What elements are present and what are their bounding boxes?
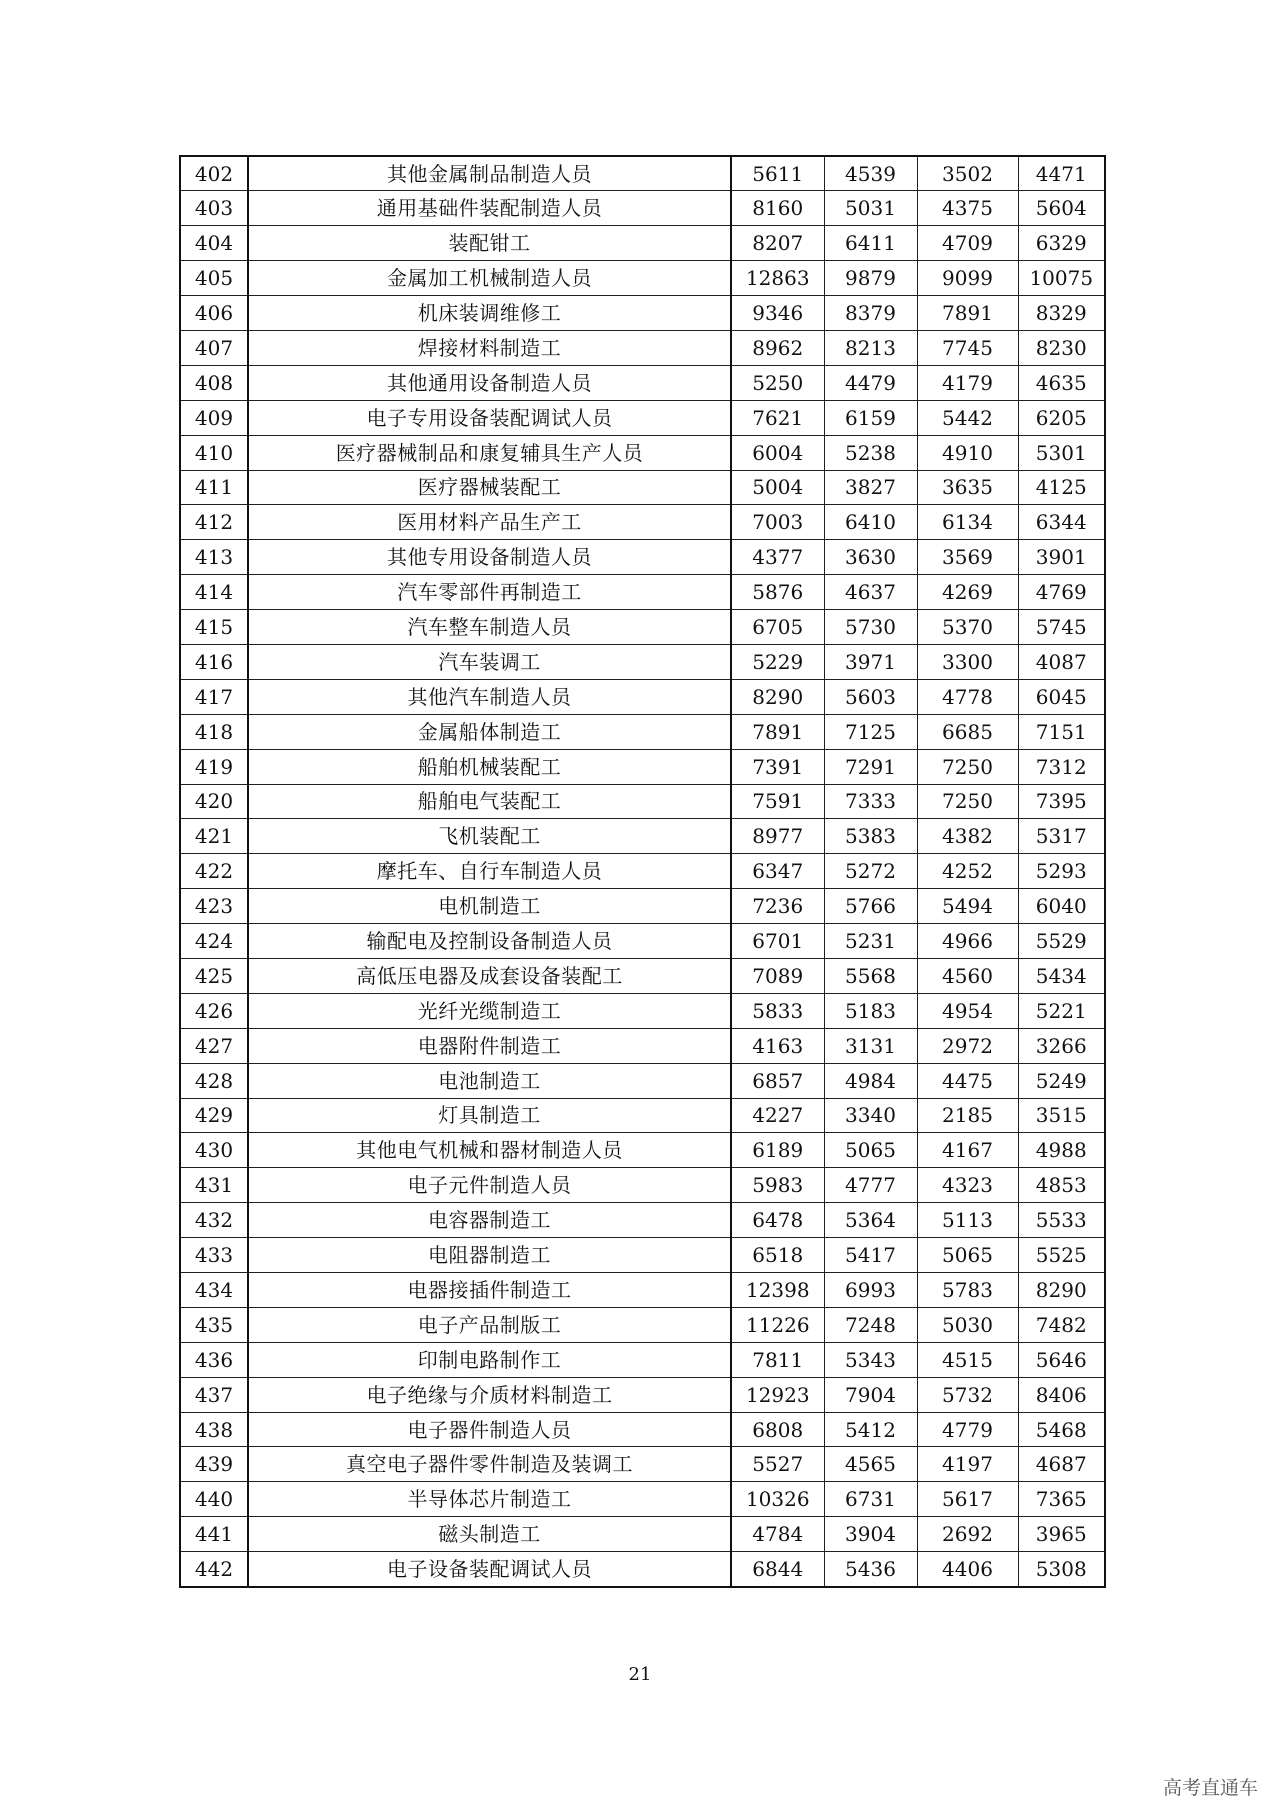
- value-cell-2: 3827: [824, 470, 917, 505]
- table-row: [180, 819, 1105, 854]
- value-cell-4: 4125: [1018, 470, 1105, 505]
- row-number-cell: 406: [180, 296, 248, 331]
- value-cell-2: 5065: [824, 1133, 917, 1168]
- occupation-name-cell: 汽车整车制造人员: [248, 610, 731, 645]
- value-cell-1: 8207: [731, 226, 824, 261]
- value-cell-3: 9099: [917, 261, 1018, 296]
- row-number-cell: 433: [180, 1238, 248, 1273]
- value-cell-3: 5442: [917, 400, 1018, 435]
- value-cell-3: 2972: [917, 1028, 1018, 1063]
- table-row: [180, 1203, 1105, 1238]
- value-cell-2: 8379: [824, 296, 917, 331]
- row-number-cell: 442: [180, 1552, 248, 1587]
- value-cell-2: 5730: [824, 610, 917, 645]
- row-number-cell: 411: [180, 470, 248, 505]
- value-cell-1: 11226: [731, 1307, 824, 1342]
- value-cell-1: 7003: [731, 505, 824, 540]
- row-number-cell: 439: [180, 1447, 248, 1482]
- value-cell-4: 8230: [1018, 330, 1105, 365]
- value-cell-4: 5249: [1018, 1063, 1105, 1098]
- value-cell-3: 4167: [917, 1133, 1018, 1168]
- row-number-cell: 428: [180, 1063, 248, 1098]
- value-cell-4: 5434: [1018, 958, 1105, 993]
- value-cell-1: 12863: [731, 261, 824, 296]
- value-cell-3: 6134: [917, 505, 1018, 540]
- value-cell-4: 3965: [1018, 1517, 1105, 1552]
- value-cell-2: 7248: [824, 1307, 917, 1342]
- value-cell-3: 4252: [917, 854, 1018, 889]
- occupation-name-cell: 金属船体制造工: [248, 714, 731, 749]
- table-body: [180, 156, 1105, 1587]
- value-cell-1: 4784: [731, 1517, 824, 1552]
- value-cell-1: 8160: [731, 191, 824, 226]
- occupation-name-cell: 磁头制造工: [248, 1517, 731, 1552]
- value-cell-4: 5604: [1018, 191, 1105, 226]
- row-number-cell: 441: [180, 1517, 248, 1552]
- value-cell-3: 4382: [917, 819, 1018, 854]
- table-row: [180, 1238, 1105, 1273]
- value-cell-3: 4954: [917, 993, 1018, 1028]
- value-cell-1: 12923: [731, 1377, 824, 1412]
- table-row: [180, 644, 1105, 679]
- table-row: [180, 1517, 1105, 1552]
- row-number-cell: 422: [180, 854, 248, 889]
- value-cell-2: 4777: [824, 1168, 917, 1203]
- value-cell-4: 4988: [1018, 1133, 1105, 1168]
- value-cell-3: 2692: [917, 1517, 1018, 1552]
- table-row: [180, 435, 1105, 470]
- table-row: [180, 714, 1105, 749]
- occupation-name-cell: 电子器件制造人员: [248, 1412, 731, 1447]
- value-cell-1: 5527: [731, 1447, 824, 1482]
- value-cell-4: 5529: [1018, 924, 1105, 959]
- value-cell-2: 6410: [824, 505, 917, 540]
- value-cell-3: 4910: [917, 435, 1018, 470]
- value-cell-4: 7482: [1018, 1307, 1105, 1342]
- value-cell-2: 6993: [824, 1273, 917, 1308]
- value-cell-1: 5229: [731, 644, 824, 679]
- value-cell-1: 6808: [731, 1412, 824, 1447]
- value-cell-1: 8977: [731, 819, 824, 854]
- value-cell-3: 4966: [917, 924, 1018, 959]
- value-cell-3: 4475: [917, 1063, 1018, 1098]
- value-cell-1: 5876: [731, 575, 824, 610]
- occupation-name-cell: 灯具制造工: [248, 1098, 731, 1133]
- table-row: [180, 470, 1105, 505]
- value-cell-4: 4769: [1018, 575, 1105, 610]
- occupation-name-cell: 电池制造工: [248, 1063, 731, 1098]
- table-row: [180, 1482, 1105, 1517]
- value-cell-4: 5308: [1018, 1552, 1105, 1587]
- occupation-name-cell: 其他专用设备制造人员: [248, 540, 731, 575]
- value-cell-1: 6189: [731, 1133, 824, 1168]
- page-number: 21: [628, 1664, 652, 1685]
- occupation-name-cell: 电容器制造工: [248, 1203, 731, 1238]
- value-cell-2: 5383: [824, 819, 917, 854]
- table-row: [180, 1377, 1105, 1412]
- value-cell-3: 7250: [917, 749, 1018, 784]
- occupation-name-cell: 医疗器械制品和康复辅具生产人员: [248, 435, 731, 470]
- value-cell-2: 6731: [824, 1482, 917, 1517]
- value-cell-2: 5568: [824, 958, 917, 993]
- value-cell-3: 6685: [917, 714, 1018, 749]
- table-row: [180, 1342, 1105, 1377]
- value-cell-2: 3340: [824, 1098, 917, 1133]
- value-cell-3: 3300: [917, 644, 1018, 679]
- row-number-cell: 431: [180, 1168, 248, 1203]
- value-cell-2: 7291: [824, 749, 917, 784]
- value-cell-4: 3266: [1018, 1028, 1105, 1063]
- value-cell-2: 4565: [824, 1447, 917, 1482]
- value-cell-1: 6857: [731, 1063, 824, 1098]
- value-cell-1: 8962: [731, 330, 824, 365]
- value-cell-1: 6701: [731, 924, 824, 959]
- value-cell-2: 7904: [824, 1377, 917, 1412]
- row-number-cell: 437: [180, 1377, 248, 1412]
- row-number-cell: 432: [180, 1203, 248, 1238]
- value-cell-3: 4779: [917, 1412, 1018, 1447]
- value-cell-3: 5065: [917, 1238, 1018, 1273]
- value-cell-4: 7312: [1018, 749, 1105, 784]
- value-cell-4: 5525: [1018, 1238, 1105, 1273]
- occupation-name-cell: 光纤光缆制造工: [248, 993, 731, 1028]
- value-cell-4: 5468: [1018, 1412, 1105, 1447]
- row-number-cell: 405: [180, 261, 248, 296]
- value-cell-1: 4377: [731, 540, 824, 575]
- watermark: 高考直通车: [1162, 1777, 1258, 1799]
- occupation-name-cell: 汽车装调工: [248, 644, 731, 679]
- occupation-name-cell: 其他汽车制造人员: [248, 679, 731, 714]
- row-number-cell: 403: [180, 191, 248, 226]
- value-cell-2: 5343: [824, 1342, 917, 1377]
- row-number-cell: 412: [180, 505, 248, 540]
- table-row: [180, 540, 1105, 575]
- value-cell-3: 5732: [917, 1377, 1018, 1412]
- table-row: [180, 993, 1105, 1028]
- value-cell-2: 3630: [824, 540, 917, 575]
- occupation-name-cell: 船舶电气装配工: [248, 784, 731, 819]
- value-cell-3: 3569: [917, 540, 1018, 575]
- value-cell-4: 10075: [1018, 261, 1105, 296]
- value-cell-1: 6705: [731, 610, 824, 645]
- occupation-name-cell: 电子专用设备装配调试人员: [248, 400, 731, 435]
- occupation-name-cell: 高低压电器及成套设备装配工: [248, 958, 731, 993]
- value-cell-3: 5783: [917, 1273, 1018, 1308]
- table-row: [180, 191, 1105, 226]
- row-number-cell: 402: [180, 156, 248, 191]
- occupation-name-cell: 装配钳工: [248, 226, 731, 261]
- row-number-cell: 407: [180, 330, 248, 365]
- value-cell-3: 7891: [917, 296, 1018, 331]
- row-number-cell: 436: [180, 1342, 248, 1377]
- occupation-name-cell: 电器附件制造工: [248, 1028, 731, 1063]
- table-row: [180, 226, 1105, 261]
- value-cell-3: 4778: [917, 679, 1018, 714]
- value-cell-2: 5031: [824, 191, 917, 226]
- value-cell-3: 7250: [917, 784, 1018, 819]
- table-row: [180, 400, 1105, 435]
- value-cell-1: 7391: [731, 749, 824, 784]
- value-cell-1: 5250: [731, 365, 824, 400]
- occupation-name-cell: 通用基础件装配制造人员: [248, 191, 731, 226]
- table-row: [180, 1098, 1105, 1133]
- table-row: [180, 1168, 1105, 1203]
- value-cell-2: 5436: [824, 1552, 917, 1587]
- table-row: [180, 854, 1105, 889]
- value-cell-2: 4539: [824, 156, 917, 191]
- table-row: [180, 958, 1105, 993]
- occupation-name-cell: 飞机装配工: [248, 819, 731, 854]
- table-row: [180, 365, 1105, 400]
- row-number-cell: 409: [180, 400, 248, 435]
- table-row: [180, 924, 1105, 959]
- value-cell-3: 5030: [917, 1307, 1018, 1342]
- value-cell-2: 5272: [824, 854, 917, 889]
- table-row: [180, 261, 1105, 296]
- value-cell-4: 8406: [1018, 1377, 1105, 1412]
- value-cell-1: 7621: [731, 400, 824, 435]
- row-number-cell: 429: [180, 1098, 248, 1133]
- value-cell-4: 4087: [1018, 644, 1105, 679]
- row-number-cell: 414: [180, 575, 248, 610]
- value-cell-4: 5317: [1018, 819, 1105, 854]
- value-cell-3: 5617: [917, 1482, 1018, 1517]
- value-cell-3: 3635: [917, 470, 1018, 505]
- table-row: [180, 610, 1105, 645]
- table-row: [180, 784, 1105, 819]
- row-number-cell: 404: [180, 226, 248, 261]
- table-row: [180, 749, 1105, 784]
- occupation-name-cell: 电机制造工: [248, 889, 731, 924]
- value-cell-4: 6344: [1018, 505, 1105, 540]
- table-row: [180, 1273, 1105, 1308]
- occupation-name-cell: 电器接插件制造工: [248, 1273, 731, 1308]
- value-cell-2: 6411: [824, 226, 917, 261]
- value-cell-2: 5364: [824, 1203, 917, 1238]
- value-cell-1: 7811: [731, 1342, 824, 1377]
- value-cell-2: 5183: [824, 993, 917, 1028]
- table-row: [180, 1447, 1105, 1482]
- table-row: [180, 1307, 1105, 1342]
- value-cell-2: 6159: [824, 400, 917, 435]
- table-row: [180, 505, 1105, 540]
- value-cell-4: 8329: [1018, 296, 1105, 331]
- value-cell-3: 4375: [917, 191, 1018, 226]
- table-row: [180, 156, 1105, 191]
- row-number-cell: 430: [180, 1133, 248, 1168]
- value-cell-3: 5113: [917, 1203, 1018, 1238]
- value-cell-3: 2185: [917, 1098, 1018, 1133]
- occupation-name-cell: 印制电路制作工: [248, 1342, 731, 1377]
- value-cell-2: 5238: [824, 435, 917, 470]
- value-cell-4: 5221: [1018, 993, 1105, 1028]
- row-number-cell: 440: [180, 1482, 248, 1517]
- occupation-name-cell: 其他通用设备制造人员: [248, 365, 731, 400]
- value-cell-1: 12398: [731, 1273, 824, 1308]
- value-cell-2: 4637: [824, 575, 917, 610]
- value-cell-4: 6205: [1018, 400, 1105, 435]
- value-cell-3: 4197: [917, 1447, 1018, 1482]
- value-cell-1: 4163: [731, 1028, 824, 1063]
- table-row: [180, 1028, 1105, 1063]
- value-cell-2: 3131: [824, 1028, 917, 1063]
- value-cell-4: 4471: [1018, 156, 1105, 191]
- value-cell-1: 5004: [731, 470, 824, 505]
- value-cell-1: 6844: [731, 1552, 824, 1587]
- value-cell-2: 8213: [824, 330, 917, 365]
- value-cell-2: 5603: [824, 679, 917, 714]
- row-number-cell: 419: [180, 749, 248, 784]
- value-cell-1: 8290: [731, 679, 824, 714]
- table-row: [180, 575, 1105, 610]
- value-cell-2: 5231: [824, 924, 917, 959]
- table-row: [180, 889, 1105, 924]
- value-cell-3: 4709: [917, 226, 1018, 261]
- row-number-cell: 410: [180, 435, 248, 470]
- table-row: [180, 296, 1105, 331]
- table-row: [180, 1063, 1105, 1098]
- table-row: [180, 1133, 1105, 1168]
- value-cell-3: 4323: [917, 1168, 1018, 1203]
- value-cell-2: 4479: [824, 365, 917, 400]
- value-cell-1: 9346: [731, 296, 824, 331]
- occupation-name-cell: 船舶机械装配工: [248, 749, 731, 784]
- value-cell-1: 6478: [731, 1203, 824, 1238]
- row-number-cell: 417: [180, 679, 248, 714]
- occupation-name-cell: 其他电气机械和器材制造人员: [248, 1133, 731, 1168]
- value-cell-1: 10326: [731, 1482, 824, 1517]
- row-number-cell: 408: [180, 365, 248, 400]
- value-cell-3: 4179: [917, 365, 1018, 400]
- value-cell-3: 3502: [917, 156, 1018, 191]
- occupation-name-cell: 医用材料产品生产工: [248, 505, 731, 540]
- value-cell-4: 7365: [1018, 1482, 1105, 1517]
- occupation-name-cell: 电子元件制造人员: [248, 1168, 731, 1203]
- value-cell-2: 7125: [824, 714, 917, 749]
- value-cell-2: 3971: [824, 644, 917, 679]
- table-row: [180, 679, 1105, 714]
- value-cell-4: 5293: [1018, 854, 1105, 889]
- value-cell-2: 3904: [824, 1517, 917, 1552]
- value-cell-2: 5766: [824, 889, 917, 924]
- row-number-cell: 413: [180, 540, 248, 575]
- occupation-name-cell: 电子绝缘与介质材料制造工: [248, 1377, 731, 1412]
- row-number-cell: 420: [180, 784, 248, 819]
- occupation-name-cell: 输配电及控制设备制造人员: [248, 924, 731, 959]
- occupation-name-cell: 真空电子器件零件制造及装调工: [248, 1447, 731, 1482]
- table-row: [180, 330, 1105, 365]
- row-number-cell: 416: [180, 644, 248, 679]
- value-cell-4: 6045: [1018, 679, 1105, 714]
- value-cell-4: 4853: [1018, 1168, 1105, 1203]
- occupation-name-cell: 焊接材料制造工: [248, 330, 731, 365]
- value-cell-4: 3901: [1018, 540, 1105, 575]
- value-cell-4: 5301: [1018, 435, 1105, 470]
- value-cell-4: 6040: [1018, 889, 1105, 924]
- row-number-cell: 415: [180, 610, 248, 645]
- occupation-name-cell: 医疗器械装配工: [248, 470, 731, 505]
- value-cell-1: 6004: [731, 435, 824, 470]
- value-cell-4: 5745: [1018, 610, 1105, 645]
- occupation-name-cell: 半导体芯片制造工: [248, 1482, 731, 1517]
- wage-table: [179, 155, 1106, 1588]
- occupation-name-cell: 摩托车、自行车制造人员: [248, 854, 731, 889]
- value-cell-3: 4515: [917, 1342, 1018, 1377]
- occupation-name-cell: 机床装调维修工: [248, 296, 731, 331]
- value-cell-3: 7745: [917, 330, 1018, 365]
- value-cell-4: 5646: [1018, 1342, 1105, 1377]
- table-row: [180, 1552, 1105, 1587]
- value-cell-4: 8290: [1018, 1273, 1105, 1308]
- table-row: [180, 1412, 1105, 1447]
- value-cell-1: 7236: [731, 889, 824, 924]
- row-number-cell: 434: [180, 1273, 248, 1308]
- row-number-cell: 423: [180, 889, 248, 924]
- value-cell-2: 5417: [824, 1238, 917, 1273]
- value-cell-2: 7333: [824, 784, 917, 819]
- value-cell-2: 9879: [824, 261, 917, 296]
- occupation-name-cell: 电子产品制版工: [248, 1307, 731, 1342]
- value-cell-3: 5370: [917, 610, 1018, 645]
- row-number-cell: 418: [180, 714, 248, 749]
- row-number-cell: 424: [180, 924, 248, 959]
- value-cell-4: 7151: [1018, 714, 1105, 749]
- row-number-cell: 438: [180, 1412, 248, 1447]
- value-cell-4: 3515: [1018, 1098, 1105, 1133]
- value-cell-4: 4687: [1018, 1447, 1105, 1482]
- value-cell-2: 4984: [824, 1063, 917, 1098]
- row-number-cell: 426: [180, 993, 248, 1028]
- occupation-name-cell: 电子设备装配调试人员: [248, 1552, 731, 1587]
- row-number-cell: 425: [180, 958, 248, 993]
- occupation-name-cell: 其他金属制品制造人员: [248, 156, 731, 191]
- value-cell-1: 6518: [731, 1238, 824, 1273]
- row-number-cell: 421: [180, 819, 248, 854]
- value-cell-1: 7089: [731, 958, 824, 993]
- row-number-cell: 435: [180, 1307, 248, 1342]
- value-cell-4: 6329: [1018, 226, 1105, 261]
- value-cell-1: 4227: [731, 1098, 824, 1133]
- value-cell-1: 6347: [731, 854, 824, 889]
- value-cell-3: 4560: [917, 958, 1018, 993]
- value-cell-3: 4406: [917, 1552, 1018, 1587]
- value-cell-4: 4635: [1018, 365, 1105, 400]
- occupation-name-cell: 汽车零部件再制造工: [248, 575, 731, 610]
- value-cell-4: 7395: [1018, 784, 1105, 819]
- value-cell-1: 5611: [731, 156, 824, 191]
- occupation-name-cell: 电阻器制造工: [248, 1238, 731, 1273]
- value-cell-3: 5494: [917, 889, 1018, 924]
- value-cell-1: 7891: [731, 714, 824, 749]
- value-cell-4: 5533: [1018, 1203, 1105, 1238]
- occupation-name-cell: 金属加工机械制造人员: [248, 261, 731, 296]
- row-number-cell: 427: [180, 1028, 248, 1063]
- value-cell-3: 4269: [917, 575, 1018, 610]
- value-cell-1: 7591: [731, 784, 824, 819]
- value-cell-1: 5983: [731, 1168, 824, 1203]
- value-cell-1: 5833: [731, 993, 824, 1028]
- value-cell-2: 5412: [824, 1412, 917, 1447]
